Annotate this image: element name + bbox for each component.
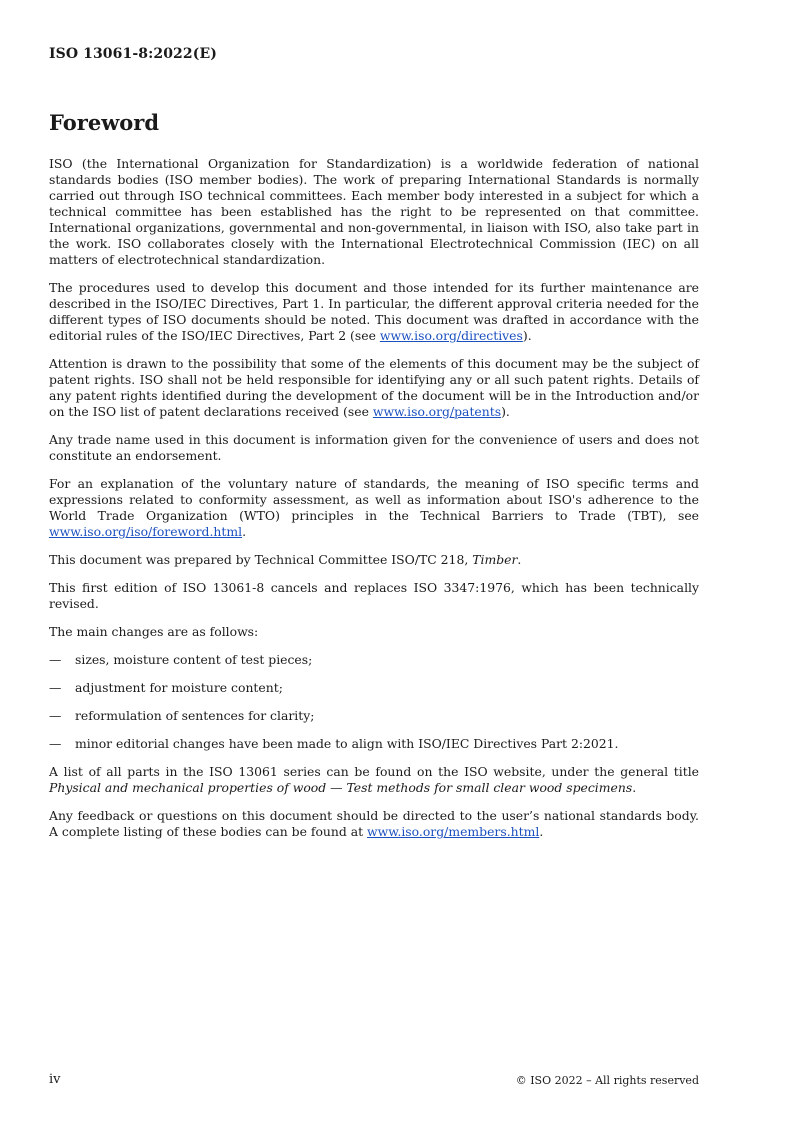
paragraph-iso-intro: ISO (the International Organization for Standardization) is a worldwide federation of national standards bodies (ISO member bodies). The work of preparing International Standards is normally carried out through ISO technical committees. Each member body interested in a subject for which a technical committee has been established has the right to be represented on that committee. International organizations, governmental and non-governmental, in liaison with ISO, also take part in the work. ISO collaborates closely with the International Electrotechnical Commission (IEC) on all matters of electrotechnical standardization. [49, 156, 699, 267]
dash-bullet: — [49, 652, 62, 667]
dash-bullet: — [49, 680, 62, 695]
paragraph-procedures: The procedures used to develop this document and those intended for its further maintenance are described in the ISO/IEC Directives, Part 1. In particular, the different approval criteria needed for the different types of ISO documents should be noted. This document was drafted in accordance with the editorial rules of the ISO/IEC Directives, Part 2 (see www.iso.org/directives). [49, 280, 699, 343]
list-item: — sizes, moisture content of test pieces; [49, 652, 313, 667]
patents-link[interactable]: www.iso.org/patents [372, 404, 502, 419]
changes-list [49, 652, 699, 752]
dash-bullet: — [49, 708, 62, 723]
foreword-link[interactable]: www.iso.org/iso/foreword.html [49, 524, 243, 539]
paragraph-patents: Attention is drawn to the possibility that some of the elements of this document may be the subject of patent rights. ISO shall not be held responsible for identifying any or all such patent rights. Details of any patent rights identified during the development of the document will be in the Introduction and/or on the ISO list of patent declarations received (see www.iso.org/patents). [49, 356, 699, 419]
foreword-body [49, 156, 699, 852]
paragraph-feedback: Any feedback or questions on this document should be directed to the user’s national standards body. A complete listing of these bodies can be found at www.iso.org/members.html. [49, 808, 699, 839]
list-item: — minor editorial changes have been made to align with ISO/IEC Directives Part 2:2021. [49, 736, 619, 751]
paragraph-series-list: A list of all parts in the ISO 13061 series can be found on the ISO website, under the general title Physical and mechanical properties of wood — Test methods for small clear wood specimens. [49, 764, 699, 795]
dash-bullet: — [49, 736, 62, 751]
list-item: — reformulation of sentences for clarity; [49, 708, 315, 723]
list-item: — adjustment for moisture content; [49, 680, 283, 695]
document-id-header: ISO 13061-8:2022(E) [49, 46, 217, 62]
copyright-notice: © ISO 2022 – All rights reserved [515, 1074, 699, 1087]
paragraph-trade-name: Any trade name used in this document is information given for the convenience of users and does not constitute an endorsement. [49, 432, 699, 463]
page-number: iv [49, 1072, 61, 1087]
paragraph-voluntary-nature: For an explanation of the voluntary nature of standards, the meaning of ISO specific terms and expressions related to conformity assessment, as well as information about ISO's adherence to the World Trade Organization (WTO) principles in the Technical Barriers to Trade (TBT), see www.iso.org/iso/foreword.html. [49, 476, 699, 539]
page-title: Foreword [49, 110, 160, 135]
paragraph-committee: This document was prepared by Technical Committee ISO/TC 218, Timber. [49, 552, 522, 567]
paragraph-edition: This first edition of ISO 13061-8 cancels and replaces ISO 3347:1976, which has been technically revised. [49, 580, 699, 611]
paragraph-main-changes: The main changes are as follows: [49, 624, 259, 639]
directives-link[interactable]: www.iso.org/directives [379, 328, 523, 343]
members-link[interactable]: www.iso.org/members.html [367, 824, 540, 839]
